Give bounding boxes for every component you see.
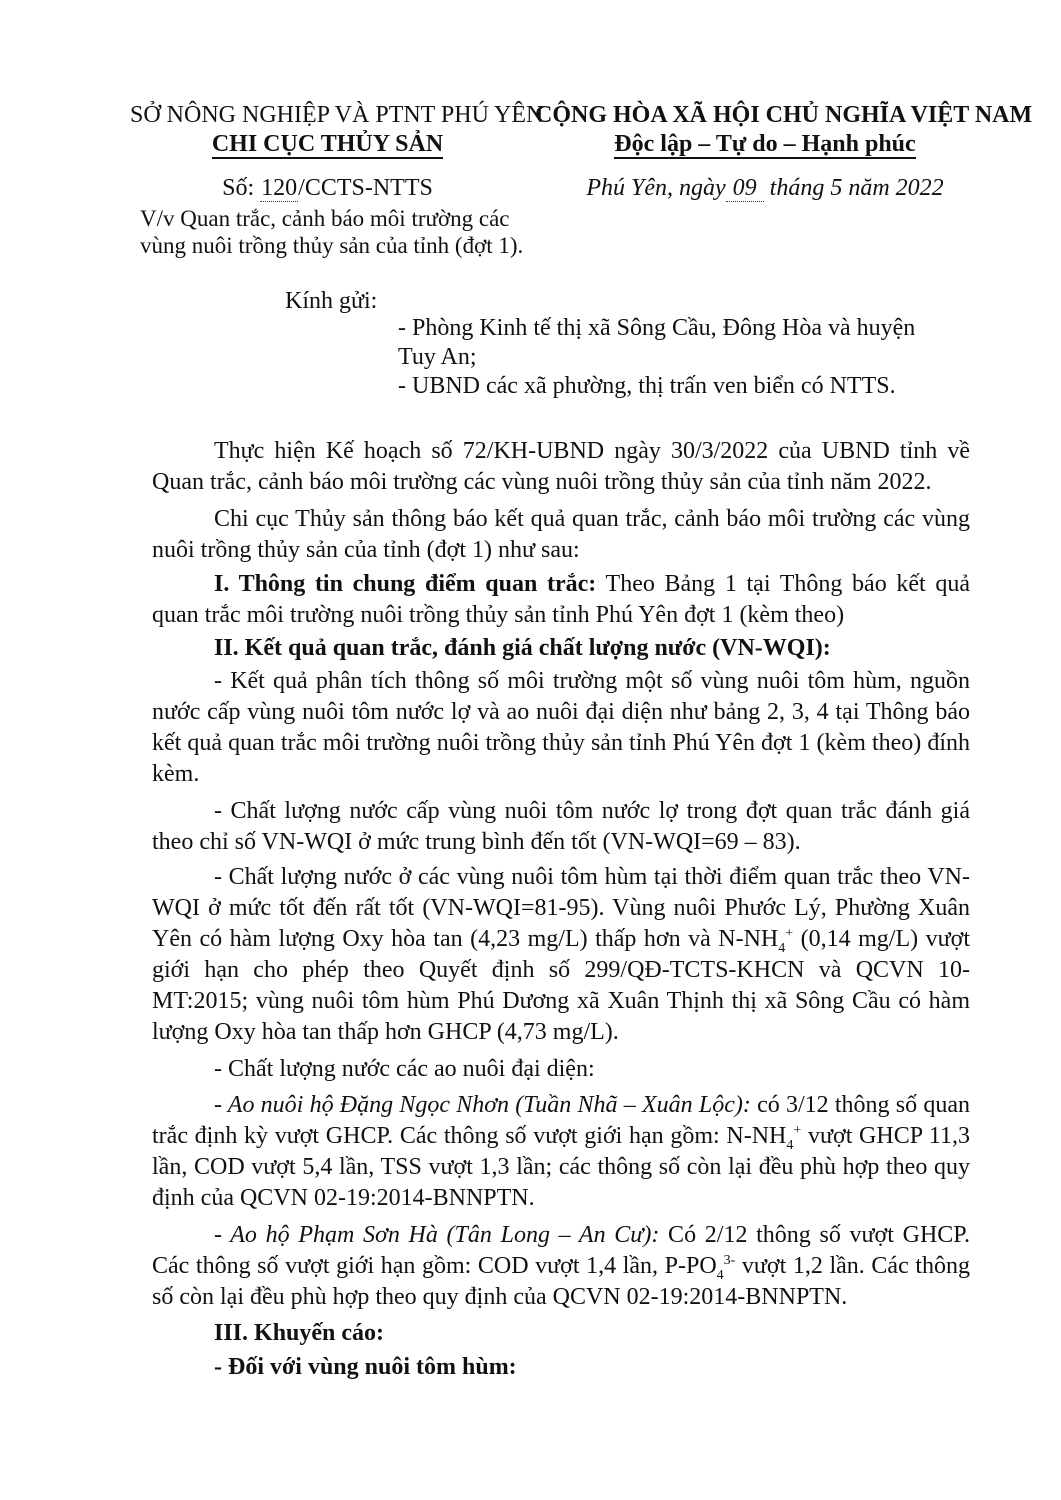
paragraph-pond-pham-son-ha xyxy=(152,1220,970,1313)
national-motto-label: Độc lập – Tự do – Hạnh phúc xyxy=(614,132,915,159)
document-date xyxy=(535,173,995,203)
p7-text-b: vượt GHCP 11,3 lần, COD vượt 5,4 lần, TSS vượt 1,3 lần; các thông số còn lại đều phù hợp theo quy định của QCVN 02-19:2014-BNNPTN. xyxy=(152,1123,970,1211)
document-number-prefix: Số: xyxy=(222,175,255,202)
section-2-title: II. Kết quả quan trắc, đánh giá chất lượng nước (VN-WQI): xyxy=(214,635,831,661)
p7-subscript: 4 xyxy=(786,1137,794,1153)
p5-superscript: + xyxy=(785,926,794,941)
p7-text-a: có 3/12 thông số quan trắc định kỳ vượt GHCP. Các thông số vượt giới hạn gồm: N-NH xyxy=(152,1092,970,1149)
p8-subscript: 4 xyxy=(716,1267,724,1283)
p7-pond-name: - Ao nuôi hộ Đặng Ngọc Nhơn (Tuần Nhã – Xuân Lộc): xyxy=(214,1092,751,1118)
p5-text-b: (0,14 mg/L) vượt giới hạn cho phép theo Quyết định số 299/QĐ-TCTS-KHCN và QCVN 10-MT:2015; vùng nuôi tôm hùm Phú Dương xã Xuân Thịnh thị xã Sông Cầu có hàm lượng Oxy hòa tan thấp hơn GHCP (4,73 mg/L). xyxy=(152,926,970,1045)
paragraph-analysis-results: - Kết quả phân tích thông số môi trường một số vùng nuôi tôm hùm, nguồn nước cấp vùng nuôi tôm nước lợ và ao nuôi đại diện như bảng 2, 3, 4 tại Thông báo kết quả quan trắc môi trường nuôi trồng thủy sản tỉnh Phú Yên đợt 1 (kèm theo) đính kèm. xyxy=(152,668,970,787)
issuing-unit xyxy=(130,130,525,159)
section-3-title: III. Khuyến cáo: xyxy=(214,1320,385,1346)
p8-superscript: 3- xyxy=(723,1253,736,1268)
issuing-unit-label: CHI CỤC THỦY SẢN xyxy=(212,132,443,159)
recipients-list xyxy=(398,314,915,401)
header-left-block xyxy=(130,100,544,203)
subject-line-2: vùng nuôi trồng thủy sản của tỉnh (đợt 1). xyxy=(140,233,524,258)
paragraph-implementation: Thực hiện Kế hoạch số 72/KH-UBND ngày 30/3/2022 của UBND tỉnh về Quan trắc, cảnh báo môi trường các vùng nuôi trồng thủy sản của tỉnh năm 2022. xyxy=(152,438,970,495)
subject-block xyxy=(140,205,523,259)
date-day: 09 xyxy=(726,176,764,202)
national-motto xyxy=(535,130,995,159)
paragraph-lobster-water-quality xyxy=(152,862,970,1048)
p5-subscript: 4 xyxy=(778,940,786,956)
subject-line-1: V/v Quan trắc, cảnh báo môi trường các xyxy=(140,206,510,231)
recipient-1-line-2: Tuy An; xyxy=(398,344,477,370)
paragraph-representative-ponds: - Chất lượng nước các ao nuôi đại diện: xyxy=(214,1056,595,1082)
recipients-greeting: Kính gửi: xyxy=(285,288,378,314)
p8-text-a: Có 2/12 thông số vượt GHCP. Các thông số vượt giới hạn gồm: COD vượt 1,4 lần, P-PO xyxy=(152,1222,970,1279)
section-1 xyxy=(152,569,970,631)
document-number-suffix: /CCTS-NTTS xyxy=(298,175,433,202)
p8-text-b: vượt 1,2 lần. Các thông số còn lại đều phù hợp theo quy định của QCVN 02-19:2014-BNNPTN. xyxy=(152,1253,970,1310)
section-1-text: Theo Bảng 1 tại Thông báo kết quả quan trắc môi trường nuôi trồng thủy sản tỉnh Phú Yên đợt 1 (kèm theo) xyxy=(152,571,970,628)
national-title: CỘNG HÒA XÃ HỘI CHỦ NGHĨA VIỆT NAM xyxy=(535,102,1033,128)
date-month-year: tháng 5 năm 2022 xyxy=(769,175,944,202)
paragraph-pond-dang-ngoc-nhon xyxy=(152,1090,970,1214)
document-number xyxy=(130,173,525,203)
issuing-department: SỞ NÔNG NGHIỆP VÀ PTNT PHÚ YÊN xyxy=(130,102,544,128)
p8-pond-name: - Ao hộ Phạm Sơn Hà (Tân Long – An Cư): xyxy=(214,1222,660,1248)
p7-superscript: + xyxy=(793,1123,802,1138)
section-1-title: I. Thông tin chung điểm quan trắc: xyxy=(214,571,597,597)
p5-text-a: - Chất lượng nước ở các vùng nuôi tôm hùm tại thời điểm quan trắc theo VN-WQI ở mức tốt đến rất tốt (VN-WQI=81-95). Vùng nuôi Phước Lý, Phường Xuân Yên có hàm lượng Oxy hòa tan (4,23 mg/L) thấp hơn và N-NH xyxy=(152,864,970,952)
date-place: Phú Yên, ngày xyxy=(586,175,726,202)
header-right-block xyxy=(535,100,1033,203)
section-3-subheading: - Đối với vùng nuôi tôm hùm: xyxy=(214,1354,517,1380)
paragraph-announcement: Chi cục Thủy sản thông báo kết quả quan trắc, cảnh báo môi trường các vùng nuôi trồng thủy sản của tỉnh (đợt 1) như sau: xyxy=(152,506,970,563)
recipient-1-line-1: - Phòng Kinh tế thị xã Sông Cầu, Đông Hòa và huyện xyxy=(398,315,916,341)
document-number-value: 120 xyxy=(261,175,298,202)
paragraph-brackish-water-quality: - Chất lượng nước cấp vùng nuôi tôm nước lợ trong đợt quan trắc đánh giá theo chỉ số VN-WQI ở mức trung bình đến tốt (VN-WQI=69 – 83). xyxy=(152,798,970,855)
recipient-2: - UBND các xã phường, thị trấn ven biển có NTTS. xyxy=(398,373,896,399)
